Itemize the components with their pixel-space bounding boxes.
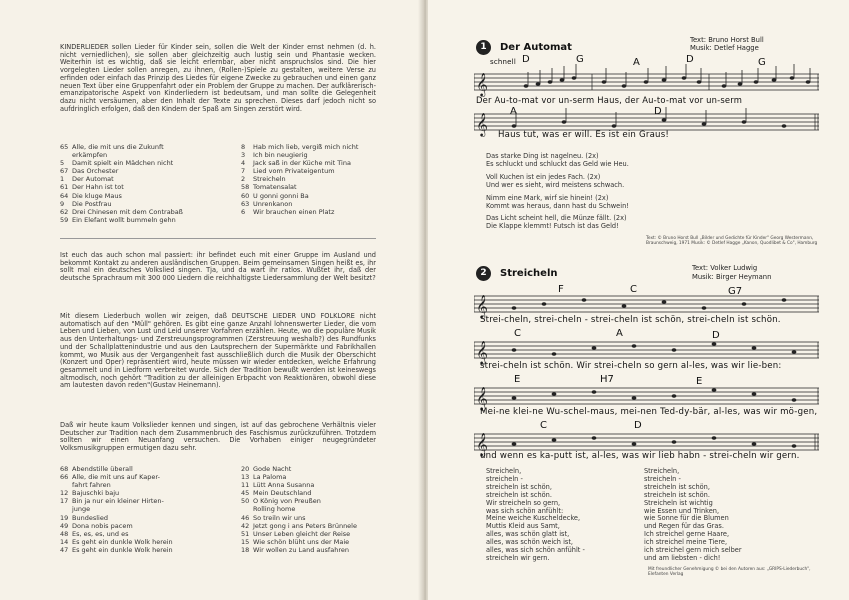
chord-label: C bbox=[540, 420, 547, 431]
verse-line: wie Sonne für die Blumen bbox=[644, 514, 729, 523]
song-index-title: Bin ja nur ein kleiner Hirten- bbox=[72, 497, 164, 506]
song-index-title: Der Automat bbox=[72, 175, 114, 184]
verse-line: Muttis Kleid aus Samt, bbox=[486, 522, 560, 531]
song-index-title: Lied vom Privateigentum bbox=[253, 167, 335, 176]
song-index-volkslieder-col1 bbox=[60, 465, 235, 554]
verse-line: Meine weiche Kuscheldecke, bbox=[486, 514, 581, 523]
song-index-title: Damit spielt ein Mädchen nicht bbox=[72, 159, 174, 168]
song-index-title: O König von Preußen bbox=[253, 497, 321, 506]
intro-paragraph: KINDERLIEDER sollen Lieder für Kinder sein, sollen die Welt der Kinder ernst nehmen (d. h. nicht verniedlichen), sie sollen aber gleichzeitig auch lustig sein und Phantasie wecken. Weiterhin ist es wichtig, daß sie leicht erlernbar, aber nicht anspruchslos sind. Die hier vorgelegten Lieder sollen anregen, zu ihnen, (Rollen-)Spiele zu gestalten, weitere Verse zu erfinden oder einfach das Prinzip des Liedes für eigene Zwecke zu gebrauchen und einen ganz neuen Text über eine Gruppenfahrt oder ein Problem der Gruppe zu machen. Der aufklärerisch-emanzipatorische Aspekt von Kinderliedern ist bedeutsam, und man sollte die Gelegenheit dazu nicht versäumen, aber den Inhalt der Texte zu sprechen. Dieses darf jedoch nicht so aufdringlich erfolgen, daß den Kindern der Spaß am Singen zerstört wird. bbox=[60, 43, 376, 113]
song-index-kinderlieder-col1 bbox=[60, 143, 235, 224]
song-index-title: Rolling home bbox=[253, 505, 296, 514]
song-index-entry bbox=[60, 192, 235, 200]
copyright-note: Text: © Bruno Horst Bull „Bilder und Gedichte für Kinder" Georg Westermann, Braunschweig, 1971 Musik: © Detlef Hagge „Kanon, Quodlibet & Co", Hamburg bbox=[646, 236, 818, 247]
song-index-entry bbox=[60, 175, 235, 183]
song-index-number: 20 bbox=[241, 465, 250, 473]
song-index-entry bbox=[60, 497, 235, 505]
song-index-entry bbox=[60, 151, 235, 159]
song-index-entry bbox=[241, 505, 401, 513]
song-index-entry bbox=[60, 143, 235, 151]
verse-line: Ich streichel gerne Haare, bbox=[644, 530, 730, 539]
song-index-title: So treiln wir uns bbox=[253, 513, 306, 522]
song-index-number: 49 bbox=[60, 521, 69, 530]
song-index-entry bbox=[241, 183, 401, 191]
song-index-number: 2 bbox=[241, 175, 246, 184]
lyric-line: Strei-cheln, strei-cheln - strei-cheln ist schön, strei-cheln ist schön. bbox=[480, 315, 781, 325]
song-index-title: Die kluge Maus bbox=[72, 191, 122, 200]
chord-label: G bbox=[758, 57, 766, 68]
song-index-number: 7 bbox=[241, 167, 246, 176]
song-index-number bbox=[241, 505, 253, 513]
verse-line: was sich schön anfühlt: bbox=[486, 506, 564, 515]
song-index-number: 5 bbox=[60, 159, 65, 168]
song-index-number: 17 bbox=[60, 497, 69, 506]
chord-label: D bbox=[686, 54, 694, 65]
song-index-number: 66 bbox=[60, 473, 69, 482]
song-index-number: 48 bbox=[60, 529, 69, 538]
song-index-title: Streicheln bbox=[253, 175, 286, 184]
song-index-title: Wie schön blüht uns der Maie bbox=[253, 537, 350, 546]
song-index-number bbox=[60, 505, 72, 513]
song-title: Streicheln bbox=[500, 268, 558, 279]
song-index-entry bbox=[60, 522, 235, 530]
verse-line: streicheln ist schön, bbox=[486, 482, 552, 491]
song-index-title: junge bbox=[72, 505, 91, 514]
chord-label: C bbox=[630, 284, 637, 295]
song-index-title: Ein Elefant wollt bummeln gehn bbox=[72, 215, 176, 224]
song-verse-right bbox=[644, 468, 814, 563]
chord-label: E bbox=[514, 374, 521, 385]
song-index-number: 61 bbox=[60, 183, 69, 192]
verse-line: Streicheln ist wichtig bbox=[644, 498, 713, 507]
song-index-entry bbox=[60, 159, 235, 167]
right-page bbox=[428, 0, 849, 600]
song-index-number: 47 bbox=[60, 545, 69, 554]
song-number-badge: 1 bbox=[476, 40, 491, 55]
song-index-entry bbox=[241, 192, 401, 200]
song-index-entry bbox=[241, 522, 401, 530]
song-index-number: 4 bbox=[241, 159, 246, 168]
song-index-entry bbox=[60, 505, 235, 513]
chord-label: D bbox=[654, 106, 662, 117]
song-index-entry bbox=[241, 546, 401, 554]
verse-line: streicheln - bbox=[486, 474, 523, 483]
song-index-title: erkämpfen bbox=[72, 151, 108, 160]
text-credit: Text: Bruno Horst Bull bbox=[690, 36, 764, 44]
volkslied-paragraph: Ist euch das auch schon mal passiert: ihr befindet euch mit einer Gruppe im Ausland und bekommt Kontakt zu anderen ausländischen Gruppen. Beim gemeinsamen Singen heißt es, ihr sollt mal ein deutsches Volkslied singen. Tja, und da wart ihr ratlos. Wußtet ihr, daß der deutsche Sprachraum mit 300 000 Liedern die reichhaltigste Liedersammlung der Welt besitzt? bbox=[60, 251, 376, 283]
chord-label: A bbox=[616, 328, 623, 339]
song-index-number: 51 bbox=[241, 529, 250, 538]
song-index-entry bbox=[60, 183, 235, 191]
song-index-title: Hab mich lieb, vergiß mich nicht bbox=[253, 143, 359, 151]
song-index-title: La Paloma bbox=[253, 473, 287, 482]
song-index-title: Abendstille überall bbox=[72, 465, 133, 473]
song-index-number: 12 bbox=[60, 489, 69, 498]
verse-line: und am liebsten - dich! bbox=[644, 553, 721, 562]
song-index-number: 59 bbox=[60, 215, 69, 224]
verse-line: alles, was sich schön anfühlt - bbox=[486, 546, 585, 555]
verse-line: Streicheln, bbox=[644, 467, 680, 475]
section-divider bbox=[60, 238, 376, 239]
song-index-number: 11 bbox=[241, 481, 250, 490]
verse-line: streicheln wir gern. bbox=[486, 553, 550, 562]
song-index-entry bbox=[241, 208, 401, 216]
svg-text:𝄞: 𝄞 bbox=[476, 294, 488, 318]
music-credit: Musik: Detlef Hagge bbox=[690, 44, 759, 52]
song-index-number: 58 bbox=[241, 183, 250, 192]
song-index-entry bbox=[60, 465, 235, 473]
text-credit: Text: Volker Ludwig bbox=[692, 264, 758, 272]
song-index-number: 8 bbox=[241, 143, 246, 151]
song-index-title: Es geht ein dunkle Wolk herein bbox=[72, 537, 173, 546]
music-credit: Musik: Birger Heymann bbox=[692, 273, 772, 281]
song-index-title: Es geht ein dunkle Wolk herein bbox=[72, 545, 173, 554]
chord-label: D bbox=[712, 330, 720, 341]
verse-line: ich streichel gern mich selber bbox=[644, 546, 742, 555]
svg-text:𝄞: 𝄞 bbox=[476, 432, 488, 456]
verse-line: streicheln - bbox=[644, 474, 681, 483]
svg-text:𝄞: 𝄞 bbox=[476, 340, 488, 364]
song-index-entry bbox=[241, 473, 401, 481]
svg-text:𝄞: 𝄞 bbox=[476, 72, 488, 96]
song-index-entry bbox=[60, 514, 235, 522]
verse-line: streicheln ist schön, bbox=[644, 482, 710, 491]
verse-line: und Regen für das Gras. bbox=[644, 522, 724, 531]
verse-line: alles, was schön glatt ist, bbox=[486, 530, 570, 539]
song-index-title: Dona nobis pacem bbox=[72, 521, 133, 530]
song-index-title: Alle, die mit uns die Zukunft bbox=[72, 143, 164, 151]
song-index-title: Wir wollen zu Land ausfahren bbox=[253, 545, 349, 554]
song-index-title: Bundeslied bbox=[72, 513, 108, 522]
song-index-entry bbox=[60, 167, 235, 175]
left-page bbox=[0, 0, 424, 600]
song-index-number: 9 bbox=[60, 199, 65, 208]
song-index-title: Das Orchester bbox=[72, 167, 119, 176]
song-index-title: Lütt Anna Susanna bbox=[253, 481, 315, 490]
song-index-entry bbox=[241, 200, 401, 208]
song-index-number: 62 bbox=[60, 207, 69, 216]
song-index-number: 13 bbox=[241, 473, 250, 482]
song-index-number bbox=[60, 481, 72, 489]
song-index-entry bbox=[60, 530, 235, 538]
song-index-title: Die Postfrau bbox=[72, 199, 112, 208]
copyright-note: Mit freundlicher Genehmigung © bei den Autoren aus: „GRIPS-Liederbuch", Elefanten Verlag bbox=[648, 567, 811, 578]
song-index-number: 42 bbox=[241, 521, 250, 530]
song-index-entry bbox=[60, 473, 235, 481]
verse-line: wie Essen und Trinken, bbox=[644, 506, 720, 515]
song-index-title: Unser Leben gleicht der Reise bbox=[253, 529, 351, 538]
song-index-entry bbox=[241, 514, 401, 522]
song-index-entry bbox=[241, 465, 401, 473]
song-index-title: Unrenkanon bbox=[253, 199, 293, 208]
song-index-number: 46 bbox=[241, 513, 250, 522]
lyric-line: und wenn es ka-putt ist, al-les, was wir lieb habn - strei-cheln wir gern. bbox=[480, 451, 800, 461]
chord-label: D bbox=[522, 54, 530, 65]
song-index-number: 64 bbox=[60, 191, 69, 200]
verse-line: alles, was schön weich ist, bbox=[486, 538, 574, 547]
chord-label: F bbox=[558, 284, 564, 295]
song-verse-left bbox=[486, 468, 636, 563]
verse-line: streicheln ist schön. bbox=[486, 490, 552, 499]
svg-text:𝄞: 𝄞 bbox=[476, 386, 488, 410]
song-index-entry bbox=[241, 481, 401, 489]
song-index-number: 60 bbox=[241, 191, 250, 200]
song-index-number: 65 bbox=[60, 143, 69, 151]
chord-label: G7 bbox=[728, 286, 743, 297]
chord-label: G bbox=[576, 54, 584, 65]
song-index-title: Tomatensalat bbox=[253, 183, 297, 192]
tempo-marking: schnell bbox=[490, 58, 516, 66]
chord-label: A bbox=[633, 57, 640, 68]
song-index-entry bbox=[60, 546, 235, 554]
song-index-title: Jetzt gong i ans Peters Brünnele bbox=[253, 521, 357, 530]
song-index-number: 3 bbox=[241, 151, 246, 160]
song-index-number: 15 bbox=[241, 537, 250, 546]
song-index-entry bbox=[60, 481, 235, 489]
song-index-number: 68 bbox=[60, 465, 69, 473]
song-index-entry bbox=[241, 538, 401, 546]
folklore-paragraph: Mit diesem Liederbuch wollen wir zeigen, daß DEUTSCHE LIEDER UND FOLKLORE nicht automatisch auf den "Müll" gehören. Es gibt eine ganze Anzahl lohnenswerter Lieder, die vom Leben und Lieben, von Lust und Leid unserer Vorfahren erzählen. Heute, wo die populäre Musik aus den Unterhaltungs- und Zerstreuungsprogrammen (Zerstreuung weshalb?) des Rundfunks und der Schallplattenindustrie und aus den Lautsprechern der Supermärkte und Fabrikhallen kommt, wo Musik aus der Vergangenheit fast ausschließlich durch die Musik der Oberschicht (Konzert und Oper) repräsentiert wird, heute müssen wir wieder entdecken, welche Erfahrung gesammelt und in Liedform verbreitet wurde. Sich der Tradition bewußt werden ist keineswegs altmodisch, noch gehört "Tradition zu der alleinigen Erbpacht von Reaktionären, obwohl diese am lautesten davon reden"(Gustav Heinemann). bbox=[60, 312, 376, 390]
song-index-title: U gonni gonni Ba bbox=[253, 191, 309, 200]
chord-label: D bbox=[634, 420, 642, 431]
song-index-title: Bajuschki baju bbox=[72, 489, 120, 498]
song-index-entry bbox=[241, 151, 401, 159]
song-index-title: fahrt fahren bbox=[72, 481, 111, 490]
song-verses: Das starke Ding ist nagelneu. (2x) Es schluckt und schluckt das Geld wie Heu. Voll Kuchen ist ein jedes Fach. (2x) Und wer es sieht, wird meistens schwach. Nimm eine Mark, wirf sie hinein! (2x) Kommt was heraus, dann hast du Schwein! Das Licht scheint hell, die Münze fällt. (2x) Die Klappe klemmt! Futsch ist das Geld! bbox=[486, 152, 629, 231]
song-index-number: 67 bbox=[60, 167, 69, 176]
song-number-badge: 2 bbox=[476, 266, 491, 281]
song-index-title: Drei Chinesen mit dem Contrabaß bbox=[72, 207, 183, 216]
song-index-title: Mein Deutschland bbox=[253, 489, 312, 498]
song-index-entry bbox=[241, 497, 401, 505]
song-index-entry bbox=[241, 143, 401, 151]
chord-label: H7 bbox=[600, 374, 614, 385]
verse-line: streicheln ist schön. bbox=[644, 490, 710, 499]
lyric-line: Der Au-to-mat vor un-serm Haus, der Au-to-mat vor un-serm bbox=[476, 95, 743, 105]
song-index-title: Wir brauchen einen Platz bbox=[253, 207, 335, 216]
song-index-kinderlieder-col2 bbox=[241, 143, 401, 216]
lyric-line: strei-cheln ist schön. Wir strei-cheln so gern al-les, was wir lie-ben: bbox=[480, 361, 782, 371]
verse-line: Wir streicheln so gern, bbox=[486, 498, 561, 507]
lyric-line: Mei-ne klei-ne Wu-schel-maus, mei-nen Ted-dy-bär, al-les, was wir mö-gen, bbox=[480, 407, 818, 417]
song-index-title: Jack saß in der Küche mit Tina bbox=[253, 159, 351, 168]
song-index-number: 1 bbox=[60, 175, 65, 184]
song-index-entry bbox=[241, 530, 401, 538]
song-index-number: 63 bbox=[241, 199, 250, 208]
lyric-line: Haus tut, was er will. Es ist ein Graus! bbox=[498, 130, 670, 140]
song-index-number bbox=[60, 151, 72, 159]
song-index-entry bbox=[60, 489, 235, 497]
song-index-entry bbox=[241, 175, 401, 183]
song-index-title: Ich bin neugierig bbox=[253, 151, 308, 160]
song-index-number: 6 bbox=[241, 207, 246, 216]
song-index-entry bbox=[60, 216, 235, 224]
chord-label: E bbox=[696, 376, 703, 387]
tradition-paragraph: Daß wir heute kaum Volkslieder kennen und singen, ist auf das gebrochene Verhältnis vieler Deutscher zur Tradition nach dem Zusammenbruch des Faschismus zurückzuführen. Trotzdem sollten wir einen Neuanfang versuchen. Die Vorhaben einiger neugegründeter Volksmusikgruppen ermutigen dazu sehr. bbox=[60, 421, 376, 453]
song-index-title: Der Hahn ist tot bbox=[72, 183, 124, 192]
song-index-number: 19 bbox=[60, 513, 69, 522]
song-index-entry bbox=[60, 200, 235, 208]
song-index-number: 45 bbox=[241, 489, 250, 498]
song-index-entry bbox=[241, 489, 401, 497]
chord-label: A bbox=[510, 106, 517, 117]
song-index-entry bbox=[60, 208, 235, 216]
song-index-entry bbox=[241, 167, 401, 175]
svg-text:𝄞: 𝄞 bbox=[476, 112, 488, 136]
chord-label: C bbox=[514, 328, 521, 339]
song-index-title: Es, es, es, und es bbox=[72, 529, 129, 538]
song-index-volkslieder-col2 bbox=[241, 465, 401, 554]
song-index-title: Alle, die mit uns auf Kaper- bbox=[72, 473, 160, 482]
song-index-number: 14 bbox=[60, 537, 69, 546]
song-index-number: 50 bbox=[241, 497, 250, 506]
song-index-entry bbox=[60, 538, 235, 546]
song-index-entry bbox=[241, 159, 401, 167]
verse-line: ich streichel meine Tiere, bbox=[644, 538, 728, 547]
verse-line: Streicheln, bbox=[486, 467, 522, 475]
song-index-number: 18 bbox=[241, 545, 250, 554]
song-title: Der Automat bbox=[500, 42, 572, 53]
song-index-title: Gode Nacht bbox=[253, 465, 292, 473]
